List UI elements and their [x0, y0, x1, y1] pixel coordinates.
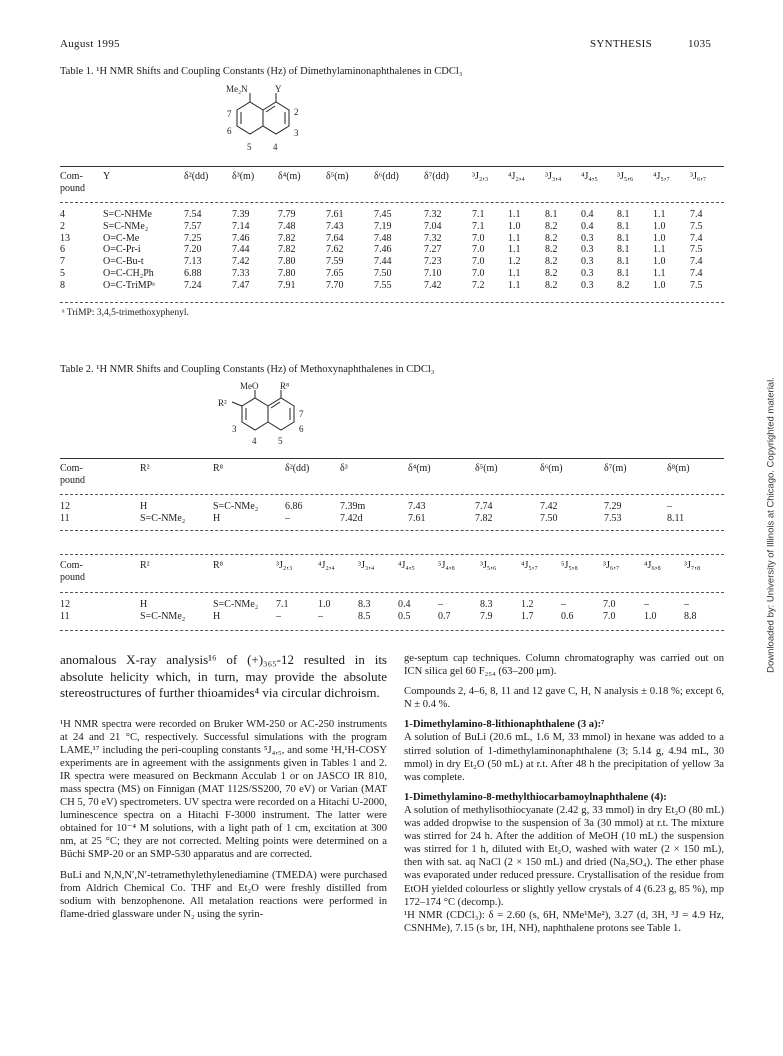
page-number: 1035 [688, 38, 712, 50]
t2b-cell-1-3: – [276, 610, 281, 622]
t2b-cell-0-10: – [561, 599, 566, 610]
table1-rule-bottom [60, 302, 724, 303]
t2b-header-0: Com- pound [60, 560, 85, 583]
t1-cell-3-6: 7.46 [374, 244, 392, 256]
t2b-cell-1-6: 0.5 [398, 610, 411, 622]
t1-cell-2-2: 7.25 [184, 232, 202, 244]
t1-cell-6-10: 8.2 [545, 279, 558, 291]
t1-header-9: ⁴J₂,₄ [508, 171, 525, 182]
t2b-cell-1-11: 7.0 [603, 610, 616, 622]
table2a-rule-top [60, 458, 724, 459]
t1-p4: 4 [273, 142, 278, 152]
t2b-cell-1-13: 8.8 [684, 610, 697, 622]
t1-header-1: Y [103, 171, 111, 182]
t2a-cell-1-4: 7.42d [340, 512, 363, 524]
table2-structure [210, 380, 320, 458]
t1-cell-5-6: 7.50 [374, 268, 392, 279]
t1-cell-3-4: 7.82 [278, 244, 296, 256]
table1-structure [205, 84, 325, 162]
right-column [404, 652, 724, 942]
table1-footnote: ᵃ TriMP: 3,4,5-trimethoxyphenyl. [62, 308, 189, 318]
t2b-cell-0-8: 8.3 [480, 599, 493, 610]
t2a-cell-0-6: 7.74 [475, 501, 493, 512]
t2a-header-8: δ⁷(m) [604, 463, 627, 474]
t1-header-0: Com- pound [60, 171, 85, 194]
t1-cell-3-12: 8.1 [617, 244, 630, 256]
t2b-header-13: ³J₇,₈ [684, 560, 701, 571]
t1-cell-3-11: 0.3 [581, 244, 594, 256]
t1-cell-0-6: 7.45 [374, 209, 392, 220]
t2b-header-3: ³J₂,₃ [276, 560, 293, 571]
t1-cell-5-9: 1.1 [508, 268, 521, 279]
t2b-cell-1-8: 7.9 [480, 610, 493, 622]
t2-p6: 6 [299, 424, 304, 434]
download-notice: Downloaded by: University of Illinois at Chicago. Copyrighted material. [765, 377, 777, 673]
t1-cell-4-8: 7.0 [472, 256, 485, 268]
t1-cell-1-8: 7.1 [472, 220, 485, 232]
t2b-header-4: ⁴J₂,₄ [318, 560, 335, 571]
experimental-paragraph: ¹H NMR spectra were recorded on Bruker WM-250 or AC-250 instruments at 24 and 21 °C, respectively. Successful simulations with the program LAME,¹⁷ including the peri-coupling constants ⁵J₄,₅, and some ¹H,¹H-COSY experiments are in agreement with the assignments given in Tables 1 and 2. IR spectra were measured on Beckmann Acculab 1 or on JASCO IR 810, mass spectra (MS) on Finnigan (MAT 112S/SS200, 70 eV) or Varian (MAT CH 5, 70 eV) spectrometers. UV spectra were recorded on a Hitachi U-2000, luminescence spectra on a Hitachi F-3000 instrument. The latter were obtained for 10⁻⁴ M solutions, with a light path of 1 cm, excitation at 300 nm, at 25 °C; they are not corrected. Melting points were determined on a Büchi SMP-20 or an SMP-530 apparatus and are corrected. [60, 718, 387, 861]
t2b-header-8: ³J₅,₆ [480, 560, 497, 571]
t1-cell-6-8: 7.2 [472, 279, 485, 291]
t1-cell-4-13: 1.0 [653, 256, 666, 268]
t1-cell-2-13: 1.0 [653, 232, 666, 244]
t2a-cell-0-9: – [667, 501, 672, 512]
t2a-header-3: δ²(dd) [285, 463, 310, 474]
t1-cell-6-5: 7.70 [326, 279, 344, 291]
t1-header-4: δ⁴(m) [278, 171, 301, 182]
t1-header-5: δ⁵(m) [326, 171, 349, 182]
t1-cell-5-10: 8.2 [545, 268, 558, 279]
t1-cell-6-13: 1.0 [653, 279, 666, 291]
t1-cell-1-4: 7.48 [278, 220, 296, 232]
table2b-rule-bottom [60, 630, 724, 631]
t2a-header-2: R⁸ [213, 463, 224, 474]
t2a-cell-0-7: 7.42 [540, 501, 558, 512]
t1-cell-2-14: 7.4 [690, 232, 703, 244]
t1-cell-4-9: 1.2 [508, 256, 521, 268]
t2a-header-4: δ³ [340, 463, 348, 474]
t1-cell-6-7: 7.42 [424, 279, 442, 291]
t1-cell-4-1: O=C-Bu-t [103, 256, 144, 268]
t2b-cell-0-2: S=C-NMe₂ [213, 599, 259, 610]
t1-cell-4-0: 7 [60, 256, 65, 268]
t1-cell-0-11: 0.4 [581, 209, 594, 220]
t2b-cell-1-2: H [213, 610, 221, 622]
t1-cell-5-0: 5 [60, 268, 65, 279]
t1-cell-6-4: 7.91 [278, 279, 296, 291]
t1-cell-0-14: 7.4 [690, 209, 703, 220]
table1-rule-mid [60, 202, 724, 203]
t1-cell-1-0: 2 [60, 220, 65, 232]
t2a-header-7: δ⁶(m) [540, 463, 563, 474]
t1-cell-1-7: 7.04 [424, 220, 442, 232]
t1-cell-6-3: 7.47 [232, 279, 250, 291]
t2a-cell-0-2: S=C-NMe₂ [213, 501, 259, 512]
t1-cell-0-2: 7.54 [184, 209, 202, 220]
t1-cell-1-2: 7.57 [184, 220, 202, 232]
t2-sub8: R⁸ [280, 381, 290, 391]
table2a-rule-mid [60, 494, 724, 495]
t2a-header-9: δ⁸(m) [667, 463, 690, 474]
t2a-cell-1-0: 11 [60, 512, 70, 524]
t1-sub8: Y [275, 84, 282, 94]
t2b-cell-1-12: 1.0 [644, 610, 657, 622]
heading-4: 1-Dimethylamino-8-methylthiocarbamoylnaphthalene (4): [404, 791, 667, 803]
t2a-cell-1-1: S=C-NMe₂ [140, 512, 186, 524]
t1-cell-0-12: 8.1 [617, 209, 630, 220]
t2b-header-5: ³J₃,₄ [358, 560, 375, 571]
intro-paragraph: anomalous X-ray analysis¹⁶ of (+)₃₆₅-12 resulted in its absolute helicity which, in turn, may provide the absolute stereostructures of further thioamides⁴ via circular dichroism. [60, 652, 387, 700]
t1-cell-5-12: 8.1 [617, 268, 630, 279]
t1-cell-5-1: O=C-CH₂Ph [103, 268, 154, 279]
t1-cell-0-3: 7.39 [232, 209, 250, 220]
nmr-data-4: ¹H NMR (CDCl₃): δ = 2.60 (s, 6H, NMe¹Me²), 3.27 (d, 3H, ³J = 4.9 Hz, CSNHMe), 7.15 (s br, 1H, NH), naphthalene protons see Table 1. [404, 909, 724, 934]
t2b-header-2: R⁸ [213, 560, 224, 571]
t1-cell-6-2: 7.24 [184, 279, 202, 291]
t2b-cell-1-5: 8.5 [358, 610, 371, 622]
t2b-cell-0-9: 1.2 [521, 599, 534, 610]
t2a-cell-1-5: 7.61 [408, 512, 426, 524]
t1-cell-2-8: 7.0 [472, 232, 485, 244]
table1-rule-top [60, 166, 724, 167]
t1-sub1: Me₂N [226, 84, 248, 94]
t1-cell-4-3: 7.42 [232, 256, 250, 268]
t1-cell-4-5: 7.59 [326, 256, 344, 268]
t2a-cell-1-9: 8.11 [667, 512, 685, 524]
t1-cell-6-0: 8 [60, 279, 65, 291]
t2-sub1: MeO [240, 381, 259, 391]
t1-cell-3-9: 1.1 [508, 244, 521, 256]
t1-cell-3-10: 8.2 [545, 244, 558, 256]
t2-p5: 5 [278, 436, 283, 446]
t1-cell-6-9: 1.1 [508, 279, 521, 291]
t2a-cell-0-1: H [140, 501, 148, 512]
t2b-header-11: ³J₆,₇ [603, 560, 620, 571]
t1-cell-1-13: 1.0 [653, 220, 666, 232]
t2a-cell-0-8: 7.29 [604, 501, 622, 512]
t2b-header-12: ⁴J₆,₈ [644, 560, 661, 571]
t1-cell-6-1: O=C-TriMPᵃ [103, 279, 155, 291]
t2b-header-1: R² [140, 560, 150, 571]
left-column [60, 652, 387, 928]
t2b-cell-0-0: 12 [60, 599, 70, 610]
running-header-journal: SYNTHESIS [590, 38, 652, 50]
t2a-header-1: R² [140, 463, 150, 474]
t1-cell-5-4: 7.80 [278, 268, 296, 279]
t1-cell-4-4: 7.80 [278, 256, 296, 268]
t1-cell-2-5: 7.64 [326, 232, 344, 244]
t1-cell-4-7: 7.23 [424, 256, 442, 268]
t2a-cell-0-4: 7.39m [340, 501, 366, 512]
t1-header-2: δ²(dd) [184, 171, 209, 182]
t2b-cell-0-5: 8.3 [358, 599, 371, 610]
t2-p3: 3 [232, 424, 237, 434]
t2b-cell-0-4: 1.0 [318, 599, 331, 610]
heading-3a: 1-Dimethylamino-8-lithionaphthalene (3 a):⁷ [404, 719, 605, 731]
t2b-cell-1-9: 1.7 [521, 610, 534, 622]
t1-cell-0-9: 1.1 [508, 209, 521, 220]
procedure-4: A solution of methylisothiocyanate (2.42 g, 33 mmol) in dry Et₂O (80 mL) was added dropwise to the suspension of 3a (30 mmol) at r.t. The mixture was stirred for 24 h. After the addition of MeOH (10 mL) the suspension was stirred for 1 h, diluted with Et₂O, washed with water (2 × 150 mL), then with sat. aq NaCl (2 × 150 mL) and dried (Na₂SO₄). The ether phase was evaporated under reduced pressure. Crystallisation of the residue from EtOH yielded colourless or slightly yellow crystals of 4 (6.23 g, 85 %), mp 172–174 °C (decomp.). [404, 804, 724, 908]
t2a-header-5: δ⁴(m) [408, 463, 431, 474]
t1-header-14: ³J₆,₇ [690, 171, 707, 182]
t1-cell-6-12: 8.2 [617, 279, 630, 291]
t2a-cell-0-3: 6.86 [285, 501, 303, 512]
t1-cell-3-8: 7.0 [472, 244, 485, 256]
t1-cell-3-5: 7.62 [326, 244, 344, 256]
t2-r2: R² [218, 398, 227, 408]
t1-p5: 5 [247, 142, 252, 152]
t1-cell-0-8: 7.1 [472, 209, 485, 220]
t2b-cell-1-7: 0.7 [438, 610, 451, 622]
t1-cell-2-9: 1.1 [508, 232, 521, 244]
t1-cell-2-12: 8.1 [617, 232, 630, 244]
t1-header-3: δ³(m) [232, 171, 255, 182]
t1-header-6: δ⁶(dd) [374, 171, 399, 182]
t1-cell-3-7: 7.27 [424, 244, 442, 256]
t1-cell-6-11: 0.3 [581, 279, 594, 291]
t1-cell-2-7: 7.32 [424, 232, 442, 244]
t1-cell-2-10: 8.2 [545, 232, 558, 244]
t1-cell-6-14: 7.5 [690, 279, 703, 291]
chromatography-paragraph: ge-septum cap techniques. Column chromatography was carried out on ICN silica gel 60 F₂₅₄ (63–200 μm). [404, 653, 724, 678]
t1-cell-3-1: O=C-Pr-i [103, 244, 141, 256]
t1-cell-5-2: 6.88 [184, 268, 202, 279]
reagents-paragraph: BuLi and N,N,N′,N′-tetramethylethylenediamine (TMEDA) were purchased from Aldrich Chemical Co. THF and Et₂O were freshly distilled from sodium with benzophenone. All metalation reactions were performed in flame-dried glassware under N₂ using the syrin- [60, 869, 387, 920]
t2a-header-6: δ⁵(m) [475, 463, 498, 474]
t1-cell-2-3: 7.46 [232, 232, 250, 244]
t2a-header-0: Com- pound [60, 463, 85, 486]
t1-cell-1-3: 7.14 [232, 220, 250, 232]
t1-cell-2-1: O=C-Me [103, 232, 140, 244]
t2a-cell-0-0: 12 [60, 501, 70, 512]
t2a-cell-0-5: 7.43 [408, 501, 426, 512]
t2b-cell-0-1: H [140, 599, 148, 610]
t1-cell-4-12: 8.1 [617, 256, 630, 268]
t1-header-12: ³J₅,₆ [617, 171, 634, 182]
t2b-header-10: ⁵J₅,₈ [561, 560, 578, 571]
t1-cell-2-11: 0.3 [581, 232, 594, 244]
procedure-3a: A solution of BuLi (20.6 mL, 1.6 M, 33 mmol) in hexane was added to a stirred solution of 1-dimethylaminonaphthalene (3; 5.14 g, 4.94 mL, 30 mmol) in dry Et₂O (50 mL) at r.t. After 48 h the precipitation of yellow 3a was complete. [404, 732, 724, 783]
t2-p7: 7 [299, 409, 304, 419]
t1-cell-2-0: 13 [60, 232, 70, 244]
t1-cell-0-0: 4 [60, 209, 65, 220]
t1-cell-4-10: 8.2 [545, 256, 558, 268]
t1-cell-1-12: 8.1 [617, 220, 630, 232]
t1-header-10: ³J₃,₄ [545, 171, 562, 182]
t1-cell-0-5: 7.61 [326, 209, 344, 220]
t1-cell-1-5: 7.43 [326, 220, 344, 232]
t2a-cell-1-8: 7.53 [604, 512, 622, 524]
t1-cell-2-6: 7.48 [374, 232, 392, 244]
t1-p6: 6 [227, 126, 232, 136]
t2a-cell-1-3: – [285, 512, 290, 524]
t1-cell-4-11: 0.3 [581, 256, 594, 268]
t1-cell-1-9: 1.0 [508, 220, 521, 232]
t2b-cell-0-3: 7.1 [276, 599, 289, 610]
t2b-cell-1-10: 0.6 [561, 610, 574, 622]
t1-cell-1-1: S=C-NMe₂ [103, 220, 149, 232]
t1-cell-3-14: 7.5 [690, 244, 703, 256]
t1-cell-1-11: 0.4 [581, 220, 594, 232]
t1-cell-6-6: 7.55 [374, 279, 392, 291]
t1-cell-5-8: 7.0 [472, 268, 485, 279]
t2b-cell-0-13: – [684, 599, 689, 610]
t1-cell-4-14: 7.4 [690, 256, 703, 268]
t2b-header-9: ⁴J₅,₇ [521, 560, 538, 571]
t1-cell-3-13: 1.1 [653, 244, 666, 256]
table2a-rule-bottom [60, 530, 724, 531]
t1-p3: 3 [294, 128, 299, 138]
t1-header-8: ³J₂,₃ [472, 171, 489, 182]
t1-header-7: δ⁷(dd) [424, 171, 449, 182]
t1-cell-3-0: 6 [60, 244, 65, 256]
table2b-rule-top [60, 554, 724, 555]
t1-p2: 2 [294, 107, 299, 117]
t1-cell-2-4: 7.82 [278, 232, 296, 244]
t1-cell-4-6: 7.44 [374, 256, 392, 268]
t1-cell-5-5: 7.65 [326, 268, 344, 279]
t2b-header-6: ⁴J₄,₅ [398, 560, 415, 571]
running-header-date: August 1995 [60, 38, 120, 50]
t1-cell-5-13: 1.1 [653, 268, 666, 279]
analysis-paragraph: Compounds 2, 4–6, 8, 11 and 12 gave C, H, N analysis ± 0.18 %; except 6, N ± 0.4 %. [404, 686, 724, 711]
t1-cell-5-3: 7.33 [232, 268, 250, 279]
t2a-cell-1-6: 7.82 [475, 512, 493, 524]
table2b-rule-mid [60, 592, 724, 593]
t1-cell-3-3: 7.44 [232, 244, 250, 256]
table1-caption: Table 1. ¹H NMR Shifts and Coupling Constants (Hz) of Dimethylaminonaphthalenes in CDCl₃ [60, 66, 463, 77]
t2b-cell-0-12: – [644, 599, 649, 610]
t2-p4: 4 [252, 436, 257, 446]
t1-header-13: ⁴J₅,₇ [653, 171, 670, 182]
t1-cell-0-13: 1.1 [653, 209, 666, 220]
t2b-cell-1-4: – [318, 610, 323, 622]
t2b-cell-1-1: S=C-NMe₂ [140, 610, 186, 622]
t1-cell-5-14: 7.4 [690, 268, 703, 279]
t1-cell-4-2: 7.13 [184, 256, 202, 268]
t2b-cell-1-0: 11 [60, 610, 70, 622]
t1-cell-5-11: 0.3 [581, 268, 594, 279]
t2a-cell-1-7: 7.50 [540, 512, 558, 524]
table2-caption: Table 2. ¹H NMR Shifts and Coupling Constants (Hz) of Methoxynaphthalenes in CDCl₃ [60, 364, 435, 375]
t1-cell-1-10: 8.2 [545, 220, 558, 232]
t2b-cell-0-11: 7.0 [603, 599, 616, 610]
t2a-cell-1-2: H [213, 512, 221, 524]
t1-cell-0-7: 7.32 [424, 209, 442, 220]
t2b-header-7: ⁵J₄,₈ [438, 560, 455, 571]
t1-header-11: ⁴J₄,₅ [581, 171, 598, 182]
t2b-cell-0-6: 0.4 [398, 599, 411, 610]
t2b-cell-0-7: – [438, 599, 443, 610]
t1-cell-1-14: 7.5 [690, 220, 703, 232]
t1-p7: 7 [227, 109, 232, 119]
t1-cell-5-7: 7.10 [424, 268, 442, 279]
t1-cell-0-1: S=C-NHMe [103, 209, 152, 220]
t1-cell-3-2: 7.20 [184, 244, 202, 256]
t1-cell-1-6: 7.19 [374, 220, 392, 232]
t1-cell-0-4: 7.79 [278, 209, 296, 220]
t1-cell-0-10: 8.1 [545, 209, 558, 220]
